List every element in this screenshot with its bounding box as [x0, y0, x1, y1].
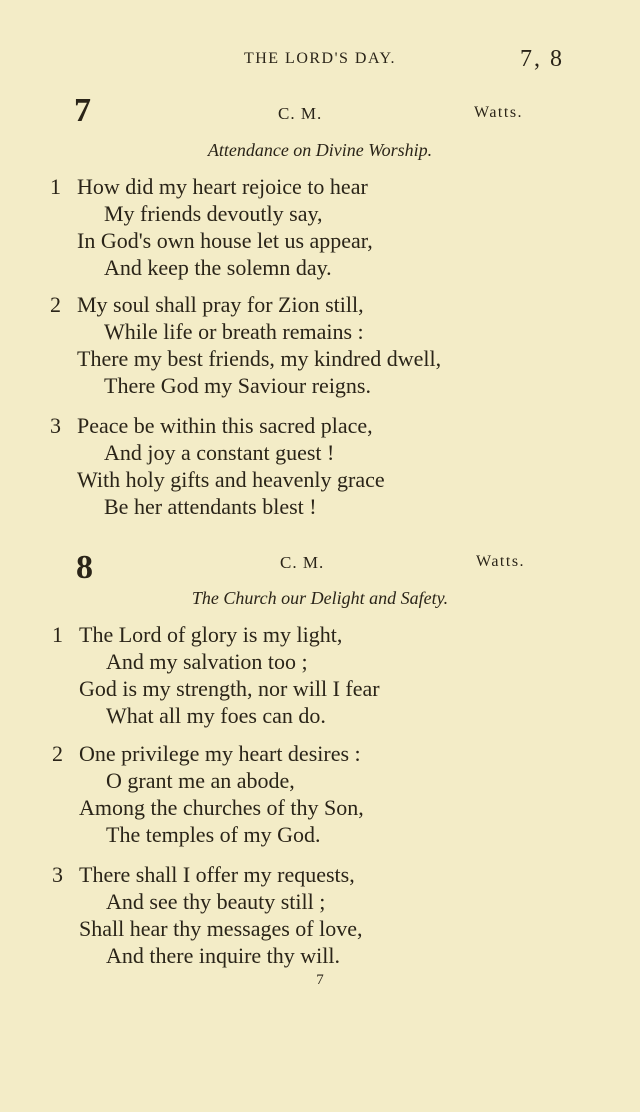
- stanza-number: 1: [50, 174, 61, 199]
- hymn-line: In God's own house let us appear,: [77, 228, 373, 253]
- hymn-subject: Attendance on Divine Worship.: [207, 140, 433, 160]
- hymn-line: My friends devoutly say,: [104, 201, 323, 226]
- hymn-number: 8: [76, 549, 93, 586]
- hymn-meter: C. M.: [280, 553, 325, 572]
- hymn-line: And joy a constant guest !: [104, 440, 335, 465]
- hymn-line: And see thy beauty still ;: [106, 889, 326, 914]
- hymn-line: God is my strength, nor will I fear: [79, 676, 380, 701]
- hymn-line: There shall I offer my requests,: [79, 862, 355, 887]
- stanza-number: 2: [50, 292, 61, 317]
- hymn-line: And keep the solemn day.: [104, 255, 332, 280]
- hymn-line: While life or breath remains :: [104, 319, 364, 344]
- hymn-line: Among the churches of thy Son,: [79, 795, 364, 820]
- page-range: 7, 8: [520, 46, 564, 72]
- hymn-number: 7: [74, 92, 91, 129]
- hymn-line: How did my heart rejoice to hear: [77, 174, 368, 199]
- hymn-line: There God my Saviour reigns.: [104, 373, 371, 398]
- page-number: 7: [316, 972, 324, 988]
- hymn-author: Watts.: [476, 553, 526, 570]
- hymn-line: There my best friends, my kindred dwell,: [77, 346, 442, 371]
- hymn-line: My soul shall pray for Zion still,: [77, 292, 364, 317]
- running-title: THE LORD'S DAY.: [243, 50, 397, 67]
- stanza-number: 1: [52, 622, 63, 647]
- hymn-line: What all my foes can do.: [106, 703, 326, 728]
- hymn-line: O grant me an abode,: [106, 768, 295, 793]
- stanza-number: 2: [52, 741, 63, 766]
- hymn-line: Be her attendants blest !: [104, 494, 317, 519]
- hymn-line: The temples of my God.: [106, 822, 321, 847]
- hymn-meter: C. M.: [278, 104, 323, 123]
- stanza-number: 3: [50, 413, 61, 438]
- hymn-line: The Lord of glory is my light,: [79, 622, 343, 647]
- hymn-line: And my salvation too ;: [106, 649, 308, 674]
- hymn-author: Watts.: [474, 104, 524, 121]
- hymn-line: Peace be within this sacred place,: [77, 413, 373, 438]
- hymn-line: And there inquire thy will.: [106, 943, 341, 968]
- stanza-number: 3: [52, 862, 63, 887]
- hymn-line: Shall hear thy messages of love,: [79, 916, 363, 941]
- hymn-subject: The Church our Delight and Safety.: [191, 588, 449, 608]
- hymn-line: With holy gifts and heavenly grace: [77, 467, 385, 492]
- hymn-line: One privilege my heart desires :: [79, 741, 361, 766]
